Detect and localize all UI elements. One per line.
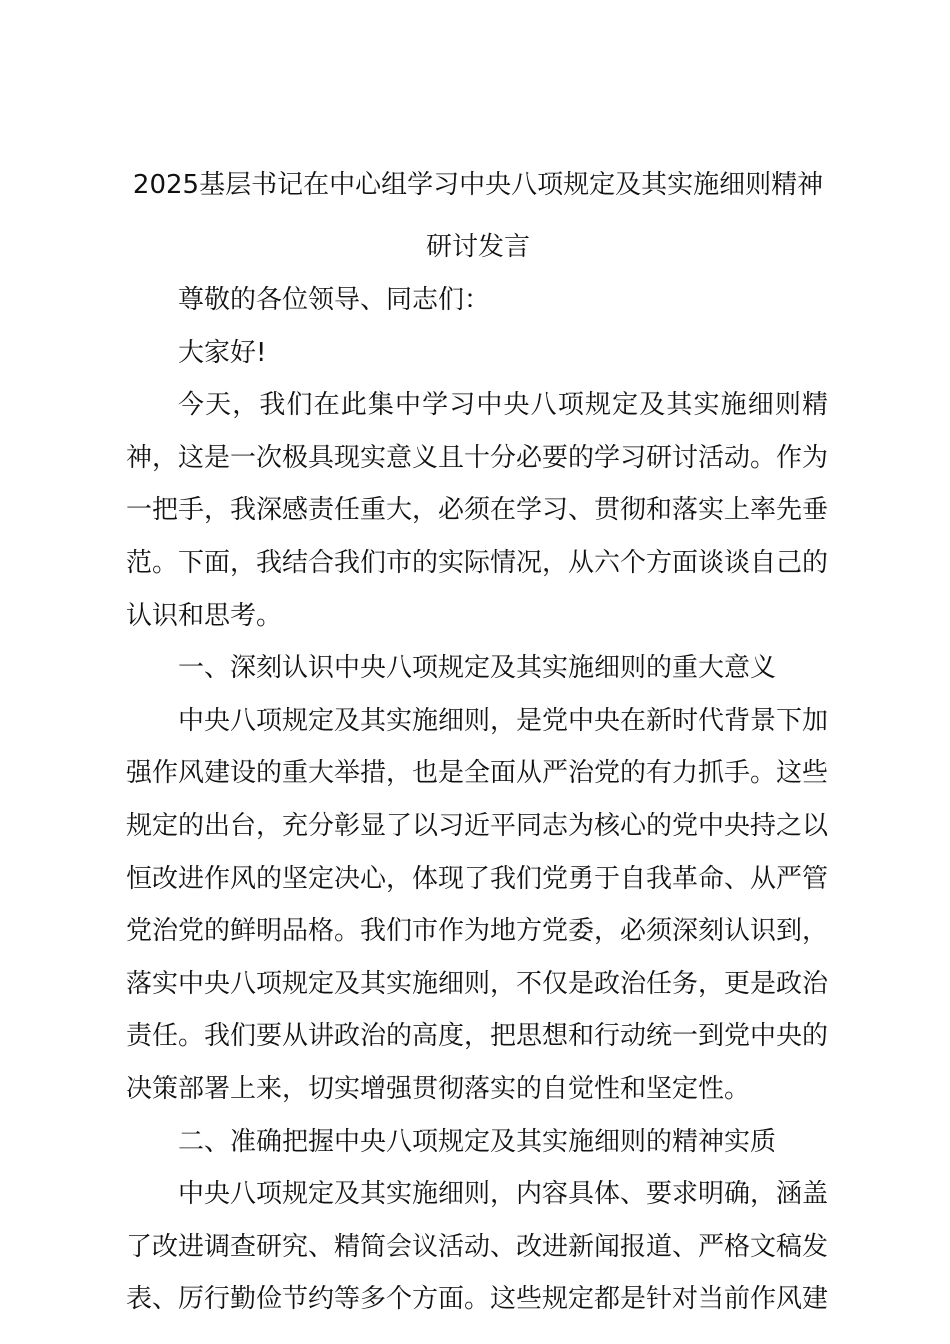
salutation: 尊敬的各位领导、同志们： — [178, 285, 491, 315]
section-heading-2: 二、准确把握中央八项规定及其实施细则的精神实质 — [178, 1126, 777, 1157]
document-title: 2025基层书记在中心组学习中央八项规定及其实施细则精神研讨发言 — [132, 170, 824, 262]
paragraph-section-1: 中央八项规定及其实施细则，是党中央在新时代背景下加强作风建设的重大举措，也是全面从严治党的有力抓手。这些规定的出台，充分彰显了以习近平同志为核心的党中央持之以恒改进作风的坚定决心，体现了我们党勇于自我革命、从严管党治党的鲜明品格。我们市作为地方党委，必须深刻认识到，落实中央八项规定及其实施细则，不仅是政治任务，更是政治责任。我们要从讲政治的高度，把思想和行动统一到党中央的决策部署上来，切实增强贯彻落实的自觉性和坚定性。 — [126, 705, 829, 1104]
greeting: 大家好! — [178, 337, 267, 368]
document-body — [126, 274, 828, 1326]
paragraph-section-2: 中央八项规定及其实施细则，内容具体、要求明确，涵盖了改进调查研究、精简会议活动、改进新闻报道、严格文稿发表、厉行勤俭节约等多个方面。这些规定都是针对当前作风建 — [126, 1179, 829, 1315]
section-heading-1: 一、深刻认识中央八项规定及其实施细则的重大意义 — [178, 653, 777, 684]
paragraph-intro: 今天，我们在此集中学习中央八项规定及其实施细则精神，这是一次极具现实意义且十分必要的学习研讨活动。作为一把手，我深感责任重大，必须在学习、贯彻和落实上率先垂范。下面，我结合我们市的实际情况，从六个方面谈谈自己的认识和思考。 — [126, 390, 829, 631]
